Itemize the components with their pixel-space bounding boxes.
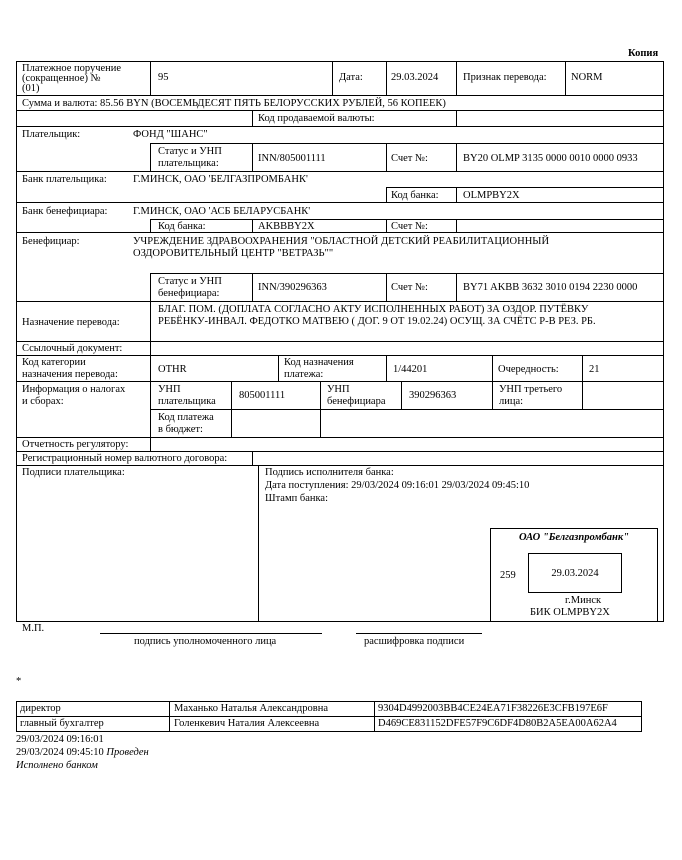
stamp-date: 29.03.2024: [551, 568, 599, 579]
beneficiary-account: BY71 AKBB 3632 3010 0194 2230 0000: [463, 282, 638, 293]
payer-name: ФОНД "ШАНС": [133, 129, 208, 140]
stamp-bic: БИК OLMPBY2X: [530, 607, 610, 618]
log-line1: 29/03/2024 09:16:01: [16, 734, 104, 745]
log-line2-time: 29/03/2024 09:45:10: [16, 747, 104, 758]
payer-account-label: Счет №:: [391, 153, 428, 164]
stamp-bank-name: ОАО "Белгазпромбанк": [518, 532, 629, 543]
payer-bank-label: Банк плательщика:: [22, 174, 107, 185]
doc-title-line1: Платежное поручение: [22, 63, 122, 74]
payer-status-label-line1: Статус и УНП: [158, 146, 222, 157]
receipt-date-label: Дата поступления: 29/03/2024 09:16:01 29/03/2024 09:45:10: [265, 480, 530, 491]
beneficiary-name-line1: УЧРЕЖДЕНИЕ ЗДРАВООХРАНЕНИЯ "ОБЛАСТНОЙ ДЕТСКИЙ РЕАБИЛИТАЦИОННЫЙ: [133, 236, 550, 247]
payer-bank-code-label: Код банка:: [391, 190, 439, 201]
purpose-code-label-line2: платежа:: [284, 369, 324, 380]
payer-account: BY20 OLMP 3135 0000 0010 0000 0933: [463, 153, 638, 164]
copy-label: Копия: [628, 48, 659, 59]
signer-hash: 9304D4992003BB4CE24EA71F38226E3CFB197E6F: [378, 703, 608, 714]
contract-label: Регистрационный номер валютного договора:: [22, 453, 228, 464]
payer-label: Плательщик:: [22, 129, 81, 140]
date-label: Дата:: [339, 72, 363, 83]
executor-signature-label: Подпись исполнителя банка:: [265, 467, 394, 478]
signer-role: главный бухгалтер: [20, 718, 104, 729]
stamp-city: г.Минск: [565, 595, 602, 606]
authorized-sign-label: подпись уполномоченного лица: [134, 636, 277, 647]
signer-role: директор: [20, 703, 61, 714]
budget-code-label-line2: в бюджет:: [158, 424, 203, 435]
priority-label: Очередность:: [498, 364, 559, 375]
beneficiary-unp: INN/390296363: [258, 282, 327, 293]
beneficiary-bank-label: Банк бенефициара:: [22, 206, 108, 217]
signer-name: Голенкевич Наталия Алексеевна: [174, 718, 320, 729]
taxes-payer-unp: 805001111: [239, 390, 286, 401]
priority-value: 21: [589, 364, 600, 375]
mp-label: М.П.: [22, 623, 45, 634]
stamp-date-box: [528, 553, 622, 593]
ben-unp-label-line1: УНП: [327, 384, 350, 395]
purpose-code: 1/44201: [393, 364, 428, 375]
log-line2: [16, 747, 149, 758]
ref-doc-label: Ссылочный документ:: [22, 343, 123, 354]
purpose-label: Назначение перевода:: [22, 317, 120, 328]
purpose-text-line2: РЕБЁНКУ-ИНВАЛ. ФЕДОТКО МАТВЕЮ ( ДОГ. 9 ОТ 19.02.24) ОСУЩ. ЗА СЧЁТС Р-В РЕЗ. РБ.: [158, 316, 596, 327]
beneficiary-bank-name: Г.МИНСК, ОАО 'АСБ БЕЛАРУСБАНК': [133, 206, 311, 217]
doc-title-line2: (сокращенное) №: [22, 73, 101, 84]
payer-bank-name: Г.МИНСК, ОАО 'БЕЛГАЗПРОМБАНК': [133, 174, 308, 185]
category-label-line2: назначения перевода:: [22, 369, 118, 380]
amount-text: Сумма и валюта: 85.56 BYN (ВОСЕМЬДЕСЯТ ПЯТЬ БЕЛОРУССКИХ РУБЛЕЙ, 56 КОПЕЕК): [22, 98, 446, 109]
category-value: OTHR: [158, 364, 187, 375]
payer-signatures-label: Подписи плательщика:: [22, 467, 125, 478]
taxes-label-line1: Информация о налогах: [22, 384, 126, 395]
third-unp-label-line1: УНП третьего: [499, 384, 563, 395]
doc-number: 95: [158, 72, 169, 83]
third-unp-label-line2: лица:: [499, 396, 524, 407]
authorized-sign-line: [100, 633, 322, 634]
stamp-code: 259: [500, 570, 516, 581]
budget-code-label-line1: Код платежа: [158, 412, 214, 423]
payer-status-label-line2: плательщика:: [158, 158, 219, 169]
asterisk: *: [16, 676, 22, 687]
regulator-label: Отчетность регулятору:: [22, 439, 129, 450]
beneficiary-name-line2: ОЗДОРОВИТЕЛЬНЫЙ ЦЕНТР "ВЕТРАЗЬ"": [133, 248, 334, 259]
log-line3: Исполнено банком: [16, 760, 98, 771]
beneficiary-label: Бенефициар:: [22, 236, 80, 247]
doc-title-line3: (01): [22, 83, 40, 94]
purpose-code-label-line1: Код назначения: [284, 357, 354, 368]
transfer-sign-label: Признак перевода:: [463, 72, 547, 83]
beneficiary-status-label-line2: бенефициара:: [158, 288, 220, 299]
category-label-line1: Код категории: [22, 357, 86, 368]
beneficiary-status-label-line1: Статус и УНП: [158, 276, 222, 287]
ben-unp-label-line2: бенефициара: [327, 396, 386, 407]
taxes-label-line2: и сборах:: [22, 396, 64, 407]
beneficiary-account-label: Счет №:: [391, 282, 428, 293]
beneficiary-bank-code-label: Код банка:: [158, 221, 206, 232]
purpose-text-line1: БЛАГ. ПОМ. (ДОПЛАТА СОГЛАСНО АКТУ ИСПОЛНЕННЫХ РАБОТ) ЗА ОЗДОР. ПУТЁВКУ: [158, 304, 589, 315]
payer-unp: INN/805001111: [258, 153, 326, 164]
beneficiary-bank-code: AKBBBY2X: [258, 221, 315, 232]
decryption-label: расшифровка подписи: [364, 636, 465, 647]
bank-stamp-label: Штамп банка:: [265, 493, 328, 504]
taxes-ben-unp: 390296363: [409, 390, 457, 401]
payer-unp-label-line2: плательщика: [158, 396, 216, 407]
payer-unp-label-line1: УНП: [158, 384, 181, 395]
beneficiary-bank-account-label: Счет №:: [391, 221, 428, 232]
payer-bank-code: OLMPBY2X: [463, 190, 520, 201]
transfer-sign-value: NORM: [571, 72, 603, 83]
log-line2-status: Проведен: [106, 747, 149, 758]
decryption-line: [356, 633, 482, 634]
signer-hash: D469CE831152DFE57F9C6DF4D80B2A5EA00A62A4: [378, 718, 617, 729]
signer-name: Маханько Наталья Александровна: [174, 703, 329, 714]
bank-stamp: [490, 528, 658, 622]
date-value: 29.03.2024: [391, 72, 439, 83]
sold-currency-label: Код продаваемой валюты:: [258, 113, 375, 124]
